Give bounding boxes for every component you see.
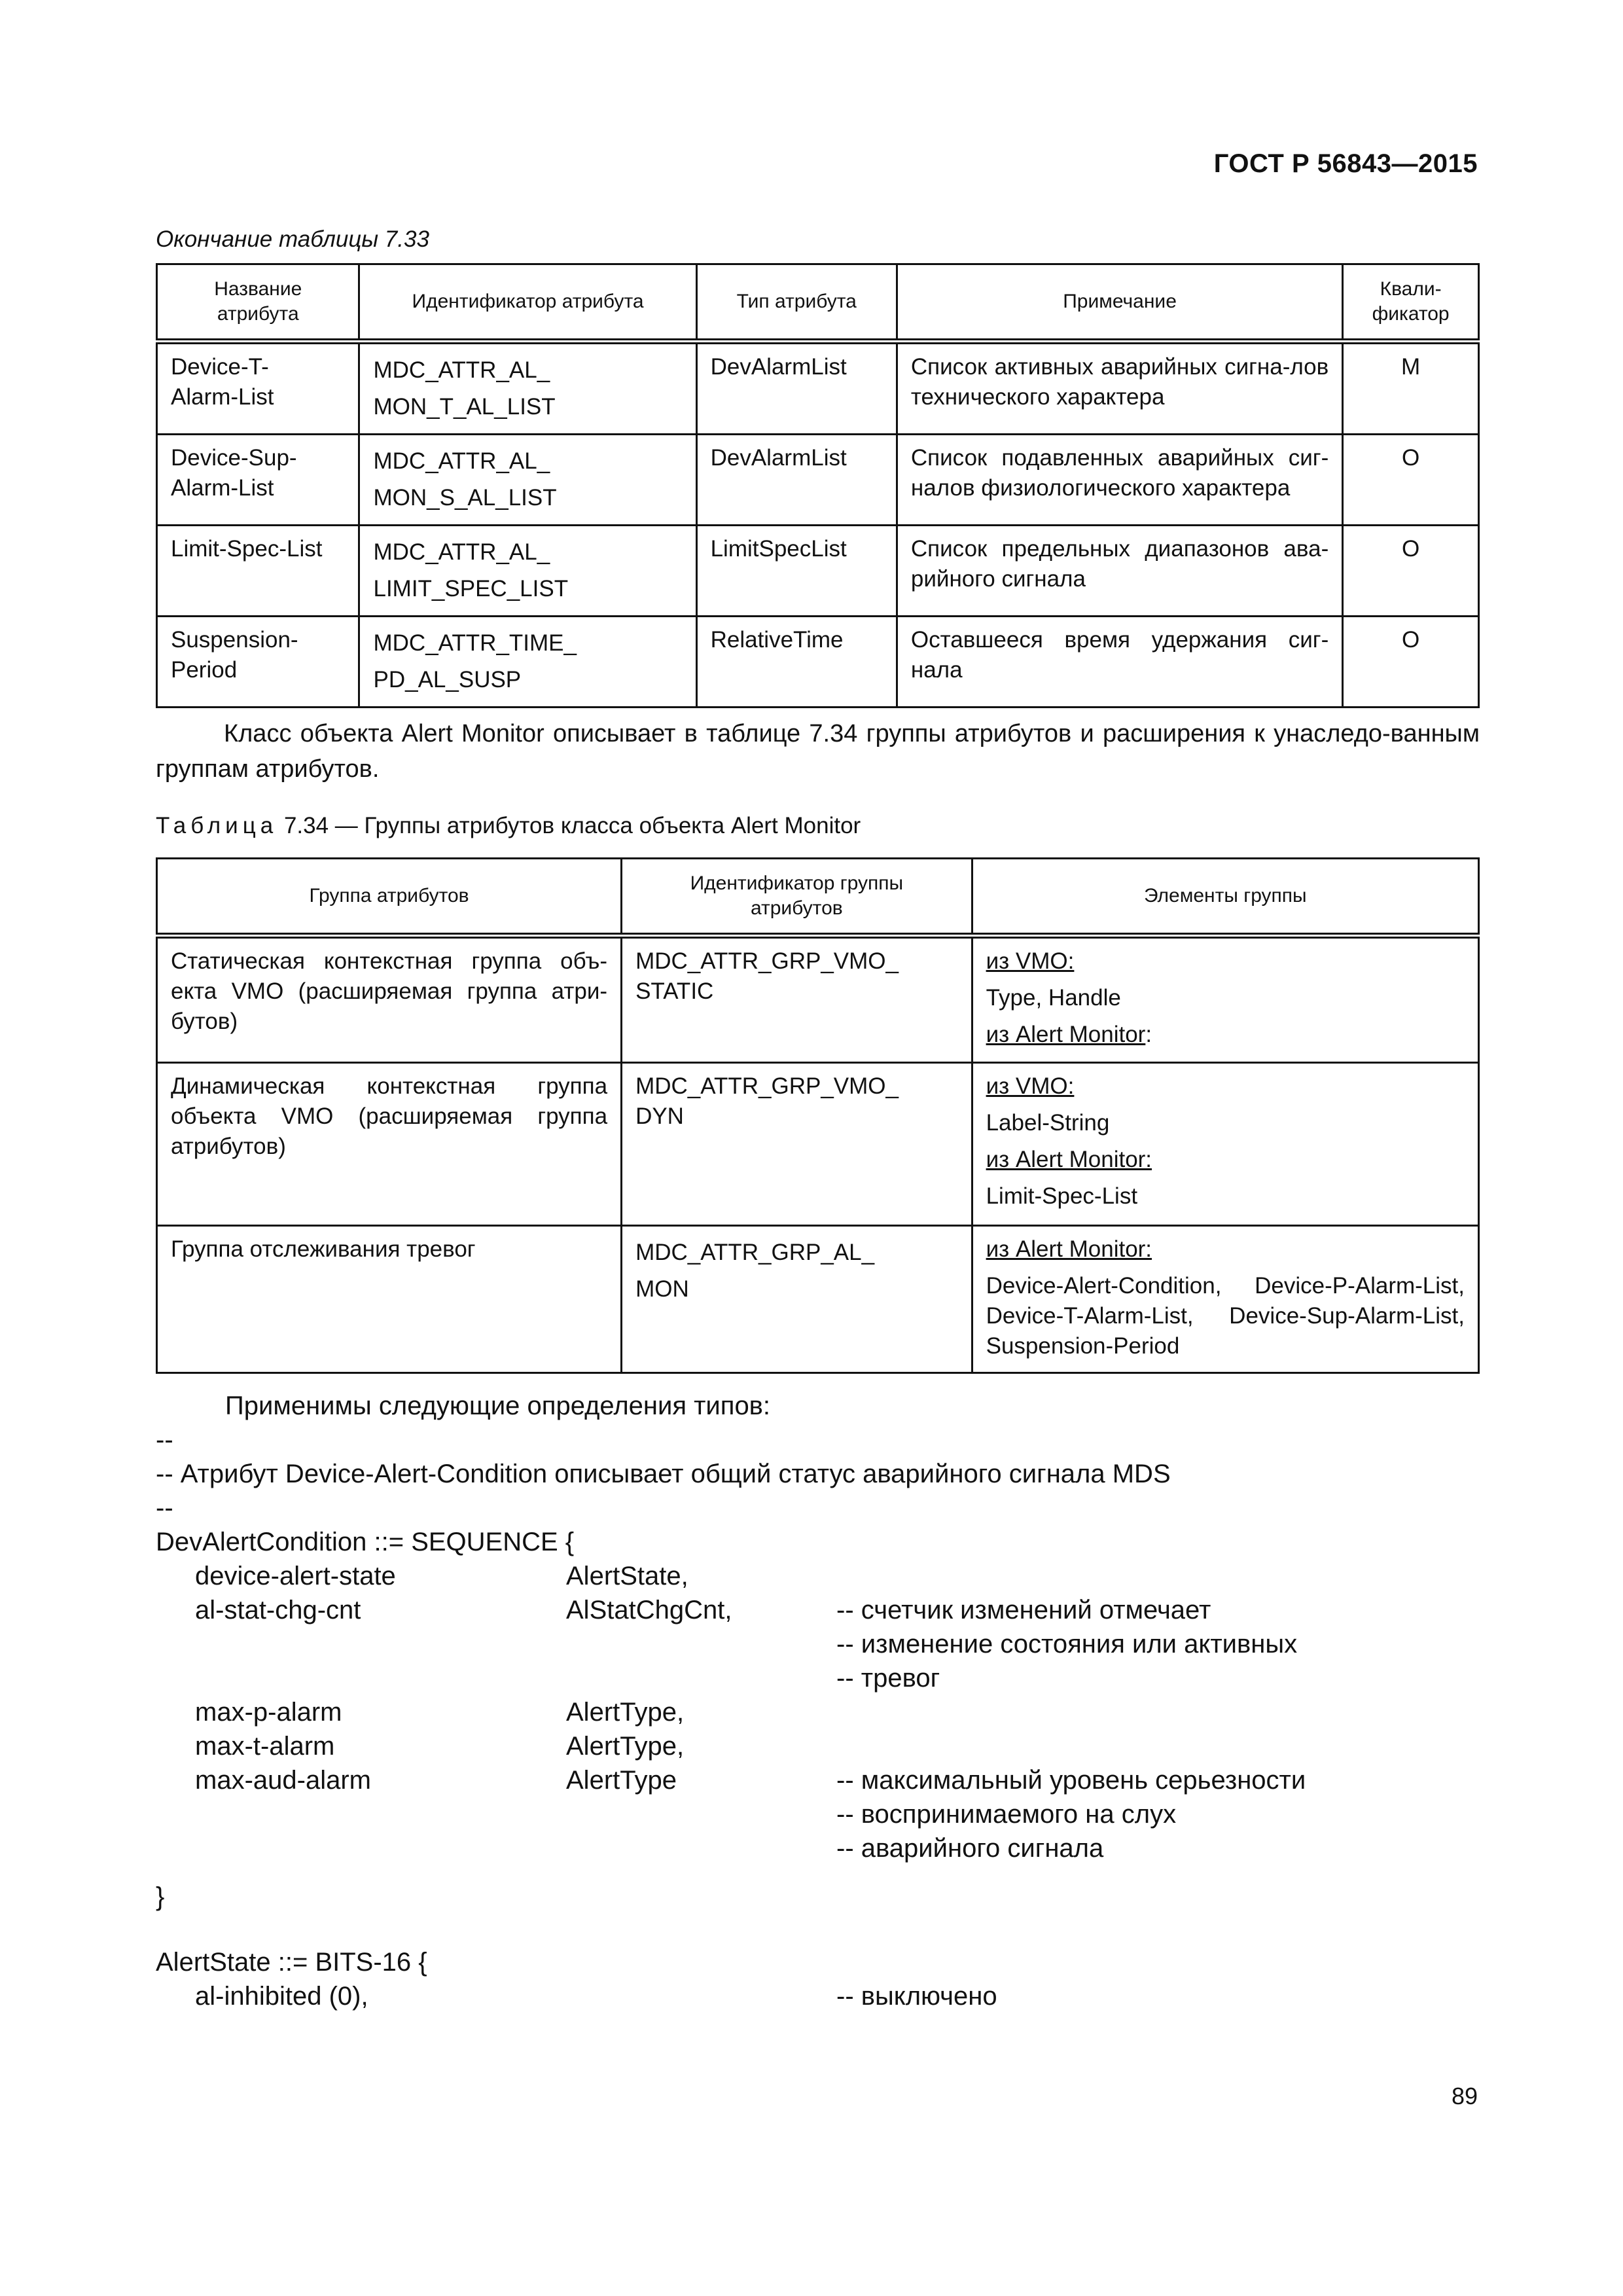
table-row [157,435,1479,526]
sequence-field: -- тревог [836,1664,940,1693]
sequence-field: al-stat-chg-cnt AlStatChgCnt, -- счетчик изменений отмечает [195,1596,1211,1624]
sequence-field: device-alert-state AlertState, [195,1562,688,1590]
cell-group: Динамическая контекстная группа объекта VMO (расширяемая группа атрибутов) [157,1063,622,1226]
cell-note: Оставшееся время удержания сиг-нала [897,617,1342,708]
table-733 [156,263,1480,708]
column-header-identifier: Идентификатор атрибута [359,264,696,342]
table-row [157,936,1479,1063]
cell-group: Статическая контекстная группа объ-екта VMO (расширяемая группа атри-бутов) [157,936,622,1063]
table-row [157,526,1479,617]
sequence-field: -- аварийного сигнала [836,1834,1104,1863]
cell-elements: из VMO: Label-String из Alert Monitor: Limit-Spec-List [972,1063,1478,1226]
comment-line: -- [156,1426,173,1454]
cell-type: RelativeTime [696,617,897,708]
table-caption-label: Таблица [156,813,278,838]
cell-group-identifier: MDC_ATTR_GRP_VMO_ DYN [622,1063,972,1226]
cell-group-identifier: MDC_ATTR_GRP_VMO_ STATIC [622,936,972,1063]
cell-elements: из Alert Monitor: Device-Alert-Condition, Device-P-Alarm-List, Device-T-Alarm-List, Device-Sup-Alarm-List, Suspension-Period [972,1226,1478,1373]
table-row [157,1226,1479,1373]
sequence-field: max-aud-alarm AlertType -- максимальный уровень серьезности [195,1766,1306,1795]
sequence-field: max-t-alarm AlertType, [195,1732,685,1761]
sequence-field: -- изменение состояния или активных [836,1630,1298,1659]
column-header-group-identifier: Идентификатор группы атрибутов [622,859,972,936]
document-header: ГОСТ Р 56843—2015 [1213,149,1478,178]
column-header-qualifier: Квали- фикатор [1343,264,1479,342]
sequence-declaration: DevAlertCondition ::= SEQUENCE { [156,1528,575,1556]
cell-identifier: MDC_ATTR_AL_ MON_S_AL_LIST [359,435,696,526]
bits-field: al-inhibited (0), -- выключено [195,1982,997,2011]
table-caption-text: 7.34 — Группы атрибутов класса объекта Alert Monitor [277,813,861,838]
cell-type: LimitSpecList [696,526,897,617]
page-number: 89 [1451,2083,1478,2109]
cell-note: Список предельных диапазонов ава-рийного сигнала [897,526,1342,617]
cell-identifier: MDC_ATTR_AL_ LIMIT_SPEC_LIST [359,526,696,617]
cell-note: Список активных аварийных сигна-лов технического характера [897,342,1342,435]
table-row [157,617,1479,708]
cell-name: Suspension- Period [157,617,359,708]
table-733-caption: Окончание таблицы 7.33 [156,226,429,252]
cell-name: Limit-Spec-List [157,526,359,617]
cell-identifier: MDC_ATTR_TIME_ PD_AL_SUSP [359,617,696,708]
cell-qualifier: O [1343,526,1479,617]
cell-name: Device-Sup- Alarm-List [157,435,359,526]
cell-group: Группа отслеживания тревог [157,1226,622,1373]
column-header-type: Тип атрибута [696,264,897,342]
cell-qualifier: M [1343,342,1479,435]
cell-name: Device-T- Alarm-List [157,342,359,435]
cell-elements: из VMO: Type, Handle из Alert Monitor: [972,936,1478,1063]
cell-group-identifier: MDC_ATTR_GRP_AL_ MON [622,1226,972,1373]
cell-type: DevAlarmList [696,435,897,526]
sequence-field: max-p-alarm AlertType, [195,1698,685,1727]
table-header-row [157,264,1479,342]
sequence-close: } [156,1882,165,1911]
table-row [157,1063,1479,1226]
body-paragraph: Класс объекта Alert Monitor описывает в таблице 7.34 группы атрибутов и расширения к унаследо-ванным группам атрибутов. [156,720,1480,783]
type-definitions [156,1389,1480,2013]
definitions-intro: Применимы следующие определения типов: [225,1391,771,1420]
column-header-elements: Элементы группы [972,859,1478,936]
sequence-field: -- воспринимаемого на слух [836,1800,1177,1829]
bits-declaration: AlertState ::= BITS-16 { [156,1948,427,1977]
cell-identifier: MDC_ATTR_AL_ MON_T_AL_LIST [359,342,696,435]
table-row [157,342,1479,435]
cell-qualifier: O [1343,435,1479,526]
table-734 [156,857,1480,1374]
column-header-name: Название атрибута [157,264,359,342]
column-header-note: Примечание [897,264,1342,342]
cell-qualifier: O [1343,617,1479,708]
comment-line: -- [156,1494,173,1522]
comment-line: -- Атрибут Device-Alert-Condition описывает общий статус аварийного сигнала MDS [156,1460,1171,1488]
column-header-group: Группа атрибутов [157,859,622,936]
cell-note: Список подавленных аварийных сиг-налов физиологического характера [897,435,1342,526]
cell-type: DevAlarmList [696,342,897,435]
table-header-row [157,859,1479,936]
table-734-caption [156,813,861,839]
